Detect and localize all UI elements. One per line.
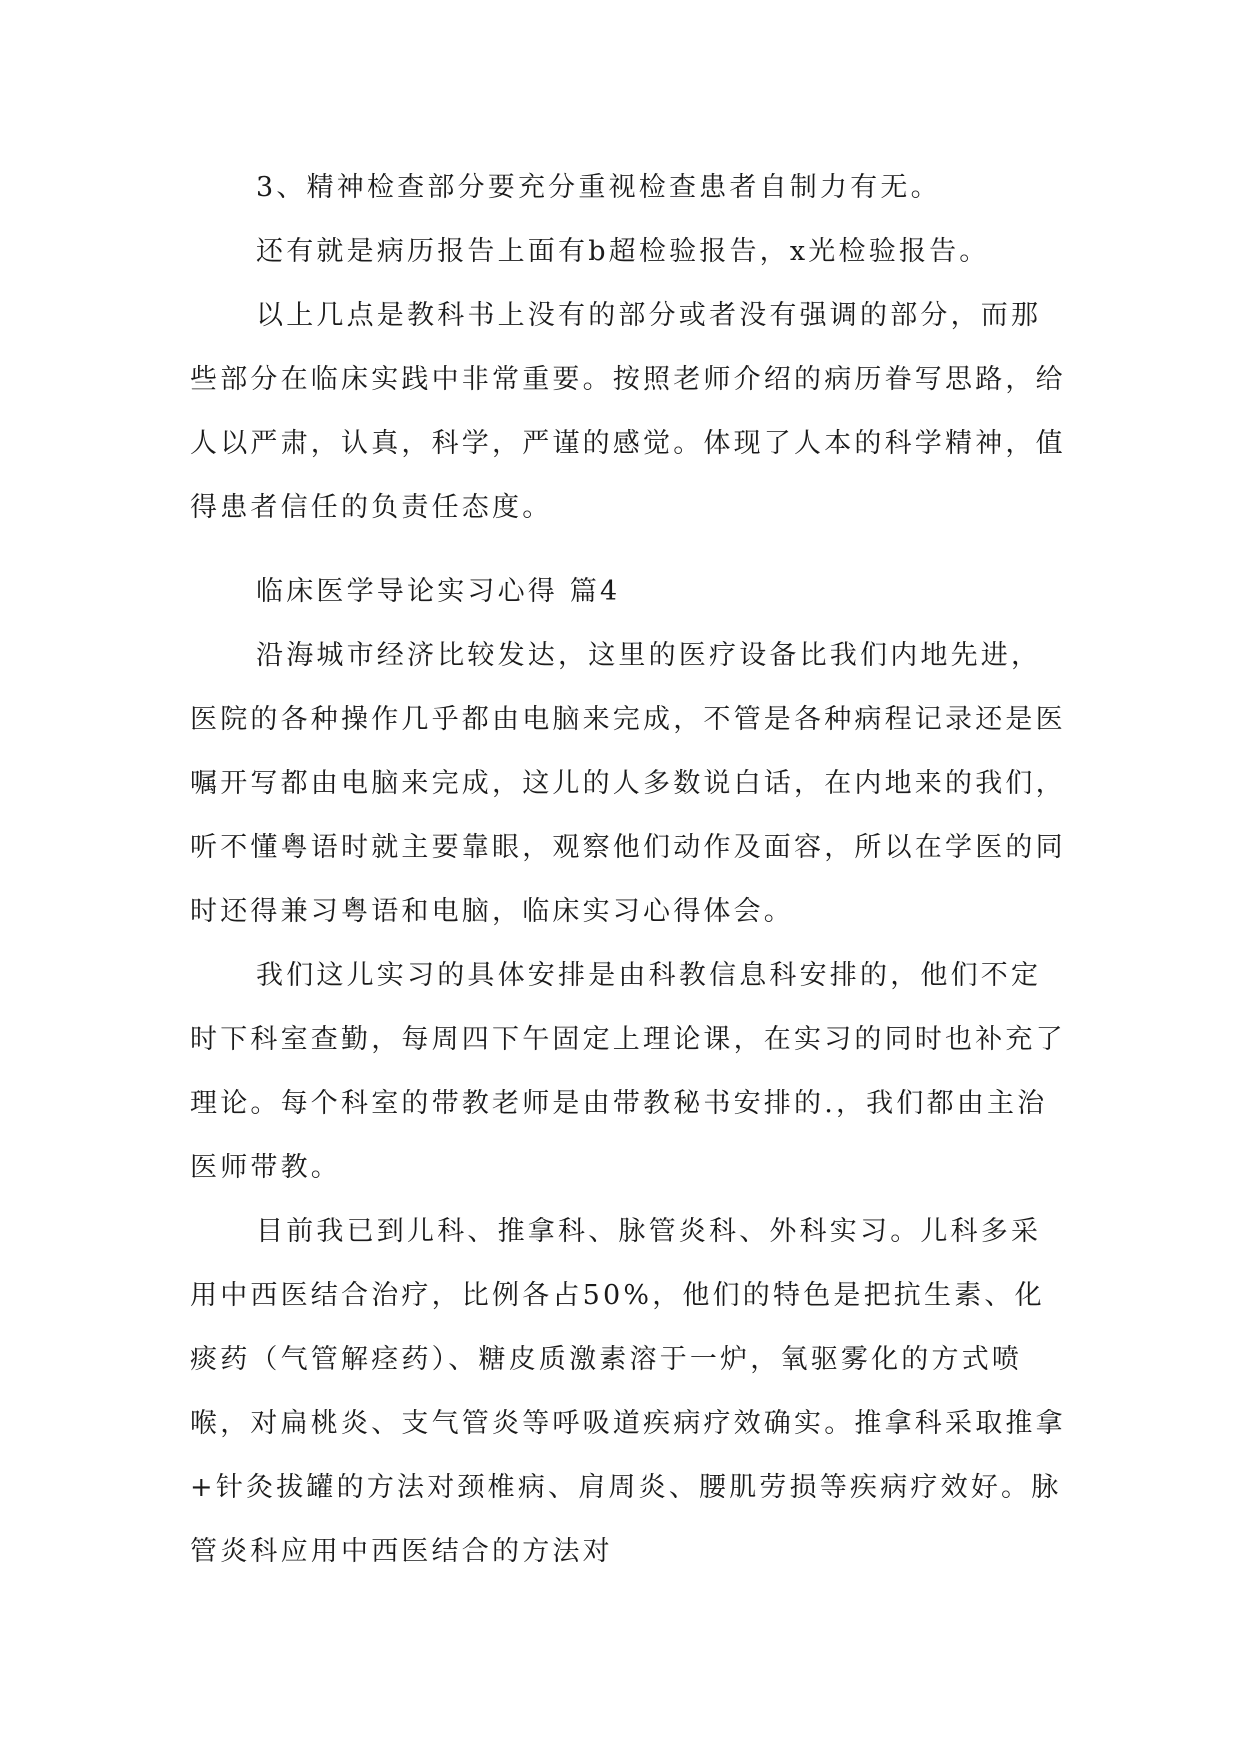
paragraph-coastal-city: 沿海城市经济比较发达，这里的医疗设备比我们内地先进，医院的各种操作几乎都由电脑来完成，不管是各种病程记录还是医嘱开写都由电脑来完成，这儿的人多数说白话，在内地来的我们，听不懂粤语时就主要靠眼，观察他们动作及面容，所以在学医的同时还得兼习粤语和电脑，临床实习心得体会。 — [190, 640, 1066, 927]
paragraph-mental-exam: 3、精神检查部分要充分重视检查患者自制力有无。 — [256, 172, 941, 203]
section-a — [190, 156, 1070, 540]
paragraph-reports: 还有就是病历报告上面有b超检验报告，x光检验报告。 — [256, 236, 990, 267]
paragraph-summary: 以上几点是教科书上没有的部分或者没有强调的部分，而那些部分在临床实践中非常重要。按照老师介绍的病历眷写思路，给人以严肃，认真，科学，严谨的感觉。体现了人本的科学精神，值得患者信任的负责任态度。 — [190, 300, 1066, 523]
paragraph-internship-arrangement: 我们这儿实习的具体安排是由科教信息科安排的，他们不定时下科室查勤，每周四下午固定上理论课，在实习的同时也补充了理论。每个科室的带教老师是由带教秘书安排的.，我们都由主治医师带教。 — [190, 960, 1066, 1183]
section-heading: 临床医学导论实习心得 篇4 — [256, 576, 621, 607]
section-b — [190, 560, 1070, 1584]
paragraph-departments: 目前我已到儿科、推拿科、脉管炎科、外科实习。儿科多采用中西医结合治疗，比例各占50%，他们的特色是把抗生素、化痰药（气管解痉药）、糖皮质激素溶于一炉，氧驱雾化的方式喷喉，对扁桃炎、支气管炎等呼吸道疾病疗效确实。推拿科采取推拿+针灸拔罐的方法对颈椎病、肩周炎、腰肌劳损等疾病疗效好。脉管炎科应用中西医结合的方法对 — [190, 1216, 1066, 1567]
